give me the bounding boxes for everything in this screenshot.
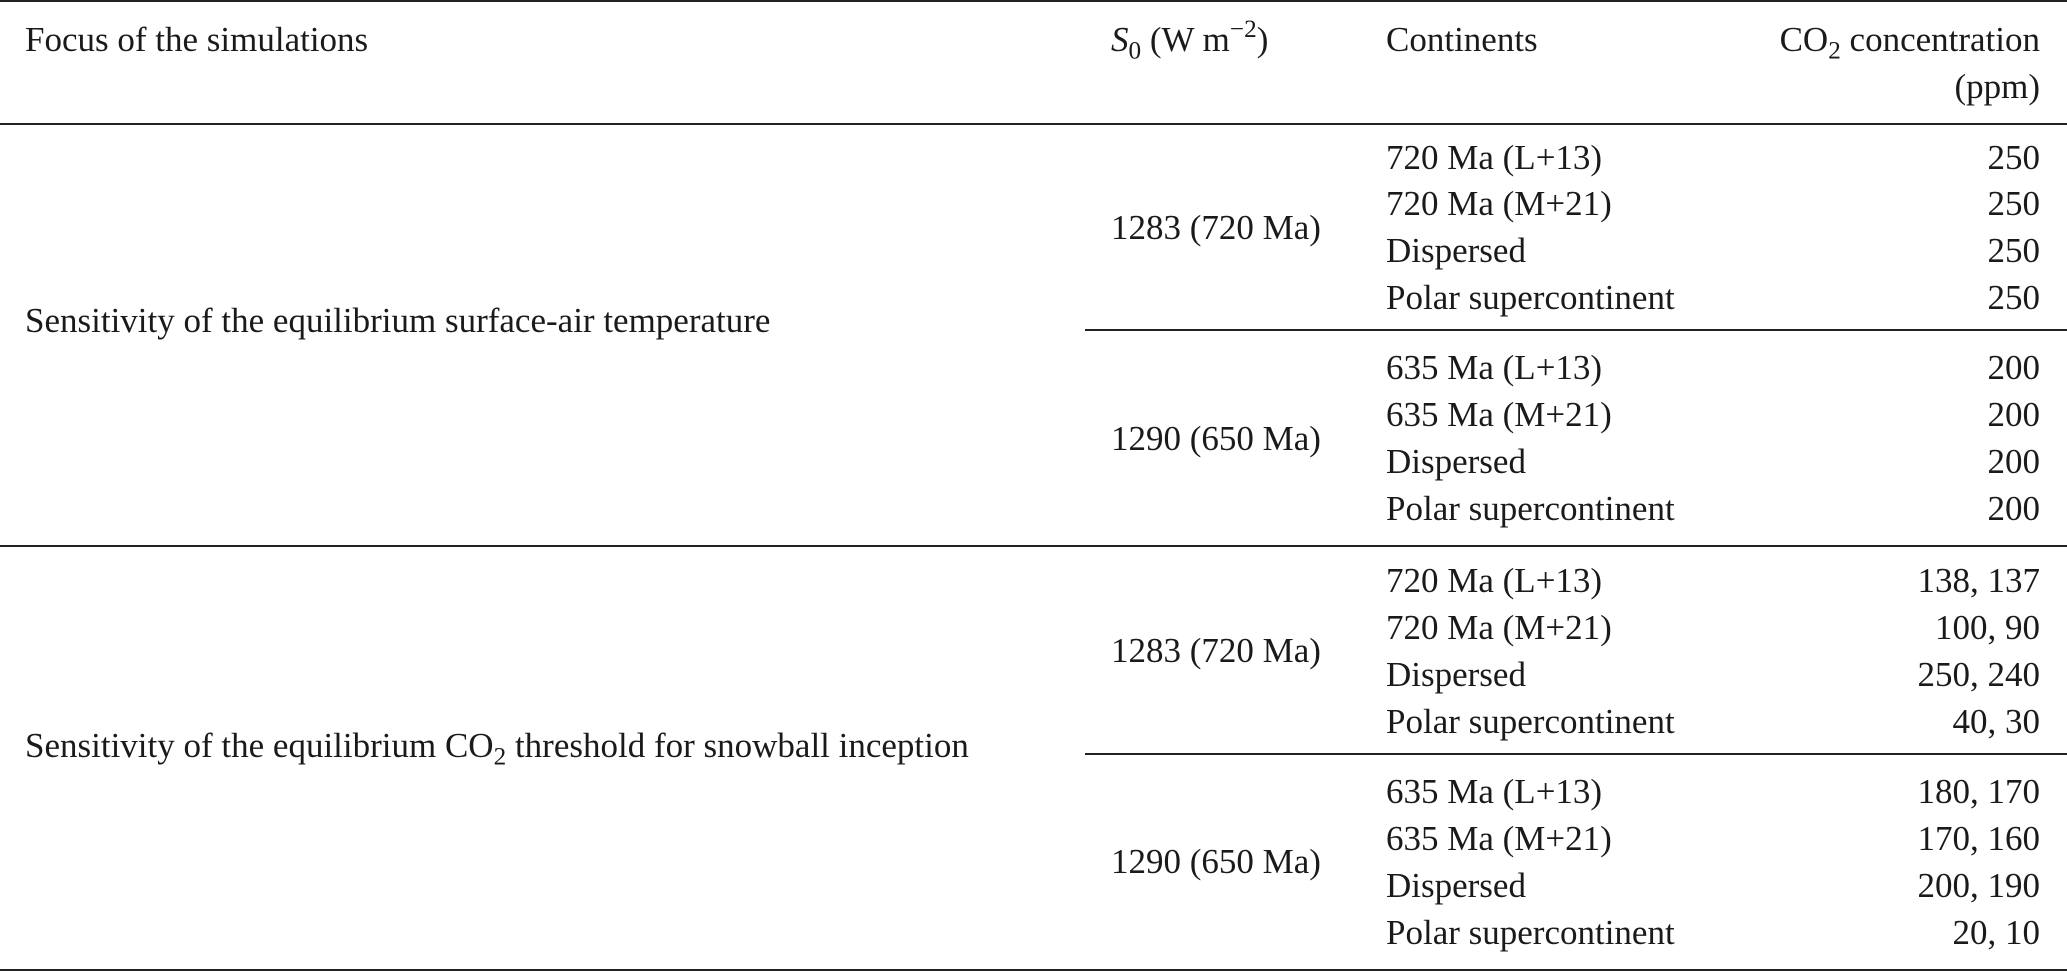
group-focus [25, 726, 969, 771]
subgroup-rule-2 [1085, 753, 2067, 755]
co2-cell: 200 [1987, 348, 2040, 387]
co2-cell: 200 [1987, 442, 2040, 481]
continent-cell: 720 Ma (M+21) [1386, 184, 1612, 223]
s0-value: 1290 (650 Ma) [1111, 419, 1321, 458]
s0-value: 1283 (720 Ma) [1111, 631, 1321, 670]
continent-cell: Dispersed [1386, 442, 1526, 481]
s0-exponent: −2 [1229, 16, 1257, 44]
co2-cell: 170, 160 [1917, 819, 2040, 858]
co2-cell: 250 [1987, 278, 2040, 317]
s0-value: 1290 (650 Ma) [1111, 842, 1321, 881]
continent-cell: 635 Ma (L+13) [1386, 772, 1603, 811]
continent-cell: Dispersed [1386, 655, 1526, 694]
group-focus: Sensitivity of the equilibrium surface-air temperature [25, 301, 771, 340]
s0-subscript: 0 [1128, 37, 1142, 65]
co2-cell: 250, 240 [1917, 655, 2040, 694]
continent-cell: 720 Ma (L+13) [1386, 138, 1603, 177]
co2-label: CO [1779, 20, 1829, 59]
co2-cell: 40, 30 [1952, 702, 2040, 741]
s0-close: ) [1256, 20, 1269, 59]
co2-cell: 138, 137 [1917, 561, 2040, 600]
bottom-rule [0, 969, 2067, 971]
co2-cell: 100, 90 [1935, 608, 2040, 647]
continent-cell: Dispersed [1386, 231, 1526, 270]
continent-cell: 635 Ma (L+13) [1386, 348, 1603, 387]
continent-cell: Polar supercontinent [1386, 913, 1675, 952]
group-focus-subscript: 2 [493, 743, 507, 771]
continent-cell: 720 Ma (L+13) [1386, 561, 1603, 600]
continent-cell: 635 Ma (M+21) [1386, 819, 1612, 858]
continent-cell: 720 Ma (M+21) [1386, 608, 1612, 647]
co2-label-rest: concentration [1840, 20, 2040, 59]
co2-cell: 200, 190 [1917, 866, 2040, 905]
s0-value: 1283 (720 Ma) [1111, 208, 1321, 247]
co2-cell: 250 [1987, 138, 2040, 177]
co2-cell: 200 [1987, 395, 2040, 434]
co2-cell: 20, 10 [1952, 913, 2040, 952]
co2-cell: 250 [1987, 231, 2040, 270]
header-s0 [1111, 16, 1269, 65]
subgroup-rule-1 [1085, 329, 2067, 331]
continent-cell: 635 Ma (M+21) [1386, 395, 1612, 434]
s0-unit: (W m [1149, 20, 1230, 59]
header-co2 [1779, 20, 2040, 65]
header-continents: Continents [1386, 20, 1538, 59]
top-rule [0, 0, 2067, 2]
continent-cell: Polar supercontinent [1386, 278, 1675, 317]
continent-cell: Polar supercontinent [1386, 489, 1675, 528]
continent-cell: Polar supercontinent [1386, 702, 1675, 741]
group-focus-text: Sensitivity of the equilibrium CO [25, 726, 494, 765]
co2-cell: 180, 170 [1917, 772, 2040, 811]
header-rule [0, 123, 2067, 125]
header-focus: Focus of the simulations [25, 20, 369, 59]
s0-symbol: S [1111, 20, 1129, 59]
continent-cell: Dispersed [1386, 866, 1526, 905]
co2-cell: 200 [1987, 489, 2040, 528]
co2-subscript: 2 [1828, 37, 1841, 65]
group-rule [0, 545, 2067, 547]
header-co2-unit: (ppm) [1954, 67, 2040, 106]
co2-cell: 250 [1987, 184, 2040, 223]
group-focus-text-rest: threshold for snowball inception [506, 726, 969, 765]
